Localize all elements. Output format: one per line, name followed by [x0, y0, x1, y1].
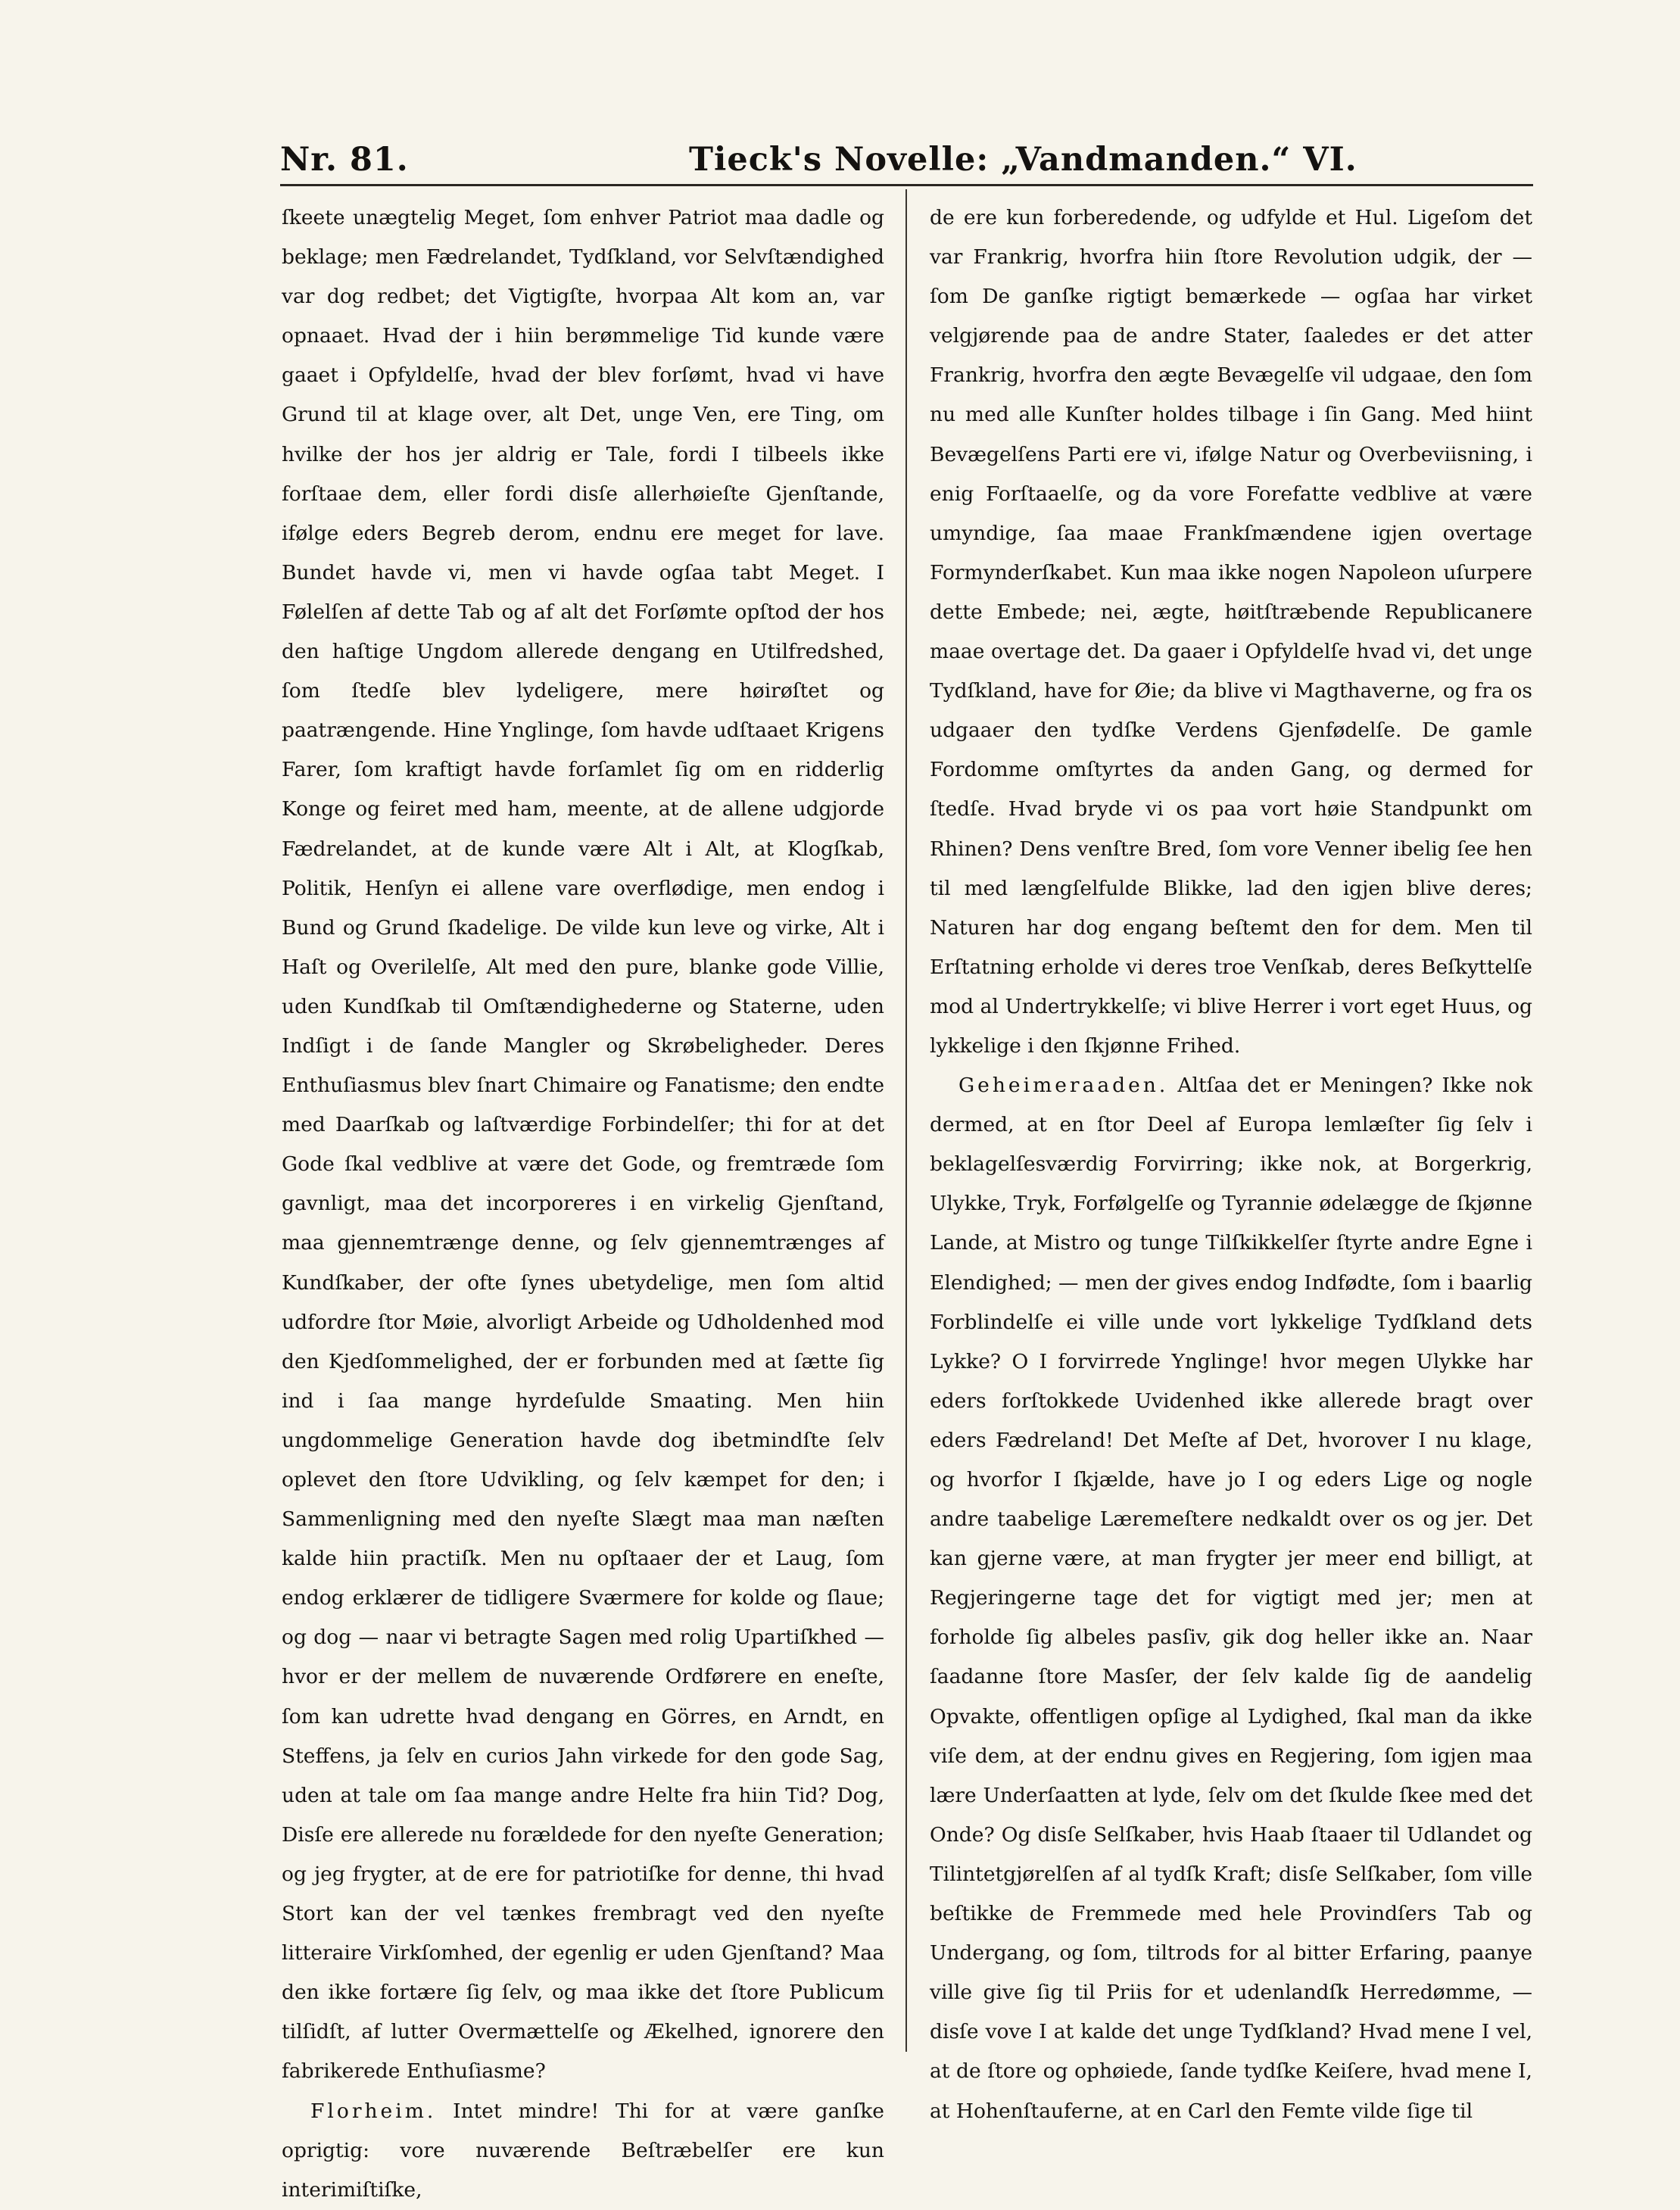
issue-number: Nr. 81. [280, 141, 409, 179]
header-rule [280, 184, 1533, 186]
right-column [930, 198, 1532, 2131]
speaker-name: Geheimeraaden. [958, 1074, 1169, 1098]
paragraph-text: ſkeete unægtelig Meget, ſom enhver Patriot maa dadle og beklage; men Fædrelandet, Tydſkland, vor Selvſtændighed var dog redbet; det Vigtigſte, hvorpaa Alt kom an, var opnaaet. Hvad der i hiin berømmelige Tid kunde være gaaet i Opfyldelſe, hvad der blev forſømt, hvad vi have Grund til at klage over, alt Det, unge Ven, ere Ting, om hvilke der hos jer aldrig er Tale, fordi I tilbeels ikke forſtaae dem, eller fordi disſe allerhøieſte Gjenſtande, ifølge eders Begreb derom, endnu ere meget for lave. Bundet havde vi, men vi havde ogſaa tabt Meget. I Følelſen af dette Tab og af alt det Forſømte opſtod der hos den haſtige Ungdom allerede dengang en Utilfredshed, ſom ſtedſe blev lydeligere, mere høirøſtet og paatrængende. Hine Ynglinge, ſom havde udſtaaet Krigens Farer, ſom kraftigt havde forſamlet ſig om en ridderlig Konge og feiret med ham, meente, at de allene udgjorde Fædrelandet, at de kunde være Alt i Alt, at Klogſkab, Politik, Henſyn ei allene vare overflødige, men endog i Bund og Grund ſkadelige. De vilde kun leve og virke, Alt i Haſt og Overilelſe, Alt med den pure, blanke gode Villie, uden Kundſkab til Omſtændighederne og Staterne, uden Indſigt i de ſande Mangler og Skrøbeligheder. Deres Enthuſiasmus blev ſnart Chimaire og Fanatisme; den endte med Daarſkab og laſtværdige Forbindelſer; thi for at det Gode ſkal vedblive at være det Gode, og fremtræde ſom gavnligt, maa det incorporeres i en virkelig Gjenſtand, maa gjennemtrænge denne, og ſelv gjennemtrænges af Kundſkaber, der ofte ſynes ubetydelige, men ſom altid udfordre ſtor Møie, alvorligt Arbeide og Udholdenhed mod den Kjedſommelighed, der er forbunden med at ſætte ſig ind i ſaa mange hyrdeſulde Smaating. Men hiin ungdommelige Generation havde dog ibetmindſte ſelv oplevet den ſtore Udvikling, og ſelv kæmpet for den; i Sammenligning med den nyeſte Slægt maa man næſten kalde hiin practiſk. Men nu opſtaaer der et Laug, ſom endog erklærer de tidligere Sværmere for kolde og ſlaue; og dog — naar vi betragte Sagen med rolig Upartiſkhed — hvor er der mellem de nuværende Ordførere en eneſte, ſom kan udrette hvad dengang en Görres, en Arndt, en Steffens, ja ſelv en curios Jahn virkede for den gode Sag, uden at tale om ſaa mange andre Helte fra hiin Tid? Dog, Disſe ere allerede nu forældede for den nyeſte Generation; og jeg frygter, at de ere for patriotiſke for denne, thi hvad Stort kan der vel tænkes frembragt ved den nyeſte litteraire Virkſomhed, der egenlig er uden Gjenſtand? Maa den ikke fortære ſig ſelv, og maa ikke det ſtore Publicum tilſidſt, af lutter Overmættelſe og Ækelhed, ignorere den fabrikerede Enthuſiasme? [282, 206, 884, 2084]
paragraph [930, 198, 1532, 1066]
speaker-name: Florheim. [310, 2099, 437, 2123]
page-header [280, 135, 1529, 188]
column-divider [905, 189, 907, 2052]
paragraph-text: Intet mindre! Thi for at være ganſke oprigtig: vore nuværende Beſtræbelſer ere kun interimiſtiſke, [282, 2099, 884, 2202]
left-column [282, 198, 884, 2210]
paragraph-text: de ere kun forberedende, og udfylde et Hul. Ligeſom det var Frankrig, hvorfra hiin ſtore Revolution udgik, der — ſom De ganſke rigtigt bemærkede — ogſaa har virket velgjørende paa de andre Stater, ſaaledes er det atter Frankrig, hvorfra den ægte Bevægelſe vil udgaae, den ſom nu med alle Kunſter holdes tilbage i ſin Gang. Med hiint Bevægelſens Parti ere vi, ifølge Natur og Overbeviisning, i enig Forſtaaelſe, og da vore Forefatte vedblive at være umyndige, ſaa maae Frankſmændene igjen overtage Formynderſkabet. Kun maa ikke nogen Napoleon uſurpere dette Embede; nei, ægte, høitſtræbende Republicanere maae overtage det. Da gaaer i Opfyldelſe hvad vi, det unge Tydſkland, have for Øie; da blive vi Magthaverne, og fra os udgaaer den tydſke Verdens Gjenfødelſe. De gamle Fordomme omſtyrtes da anden Gang, og dermed for ſtedſe. Hvad bryde vi os paa vort høie Standpunkt om Rhinen? Dens venſtre Bred, ſom vore Venner ibelig ſee hen til med længſelfulde Blikke, lad den igjen blive deres; Naturen har dog engang beſtemt den for dem. Men til Erſtatning erholde vi deres troe Venſkab, deres Beſkyttelſe mod al Undertrykkelſe; vi blive Herrer i vort eget Huus, og lykkelige i den ſkjønne Frihed. [930, 206, 1532, 1058]
paragraph [282, 2092, 884, 2210]
paragraph [282, 198, 884, 2092]
paragraph [930, 1066, 1532, 2131]
paragraph-text: Altſaa det er Meningen? Ikke nok dermed, at en ſtor Deel af Europa lemlæſter ſig ſelv i beklagelſesværdig Forvirring; ikke nok, at Borgerkrig, Ulykke, Tryk, Forfølgelſe og Tyrannie ødelægge de ſkjønne Lande, at Mistro og tunge Tilſkikkelſer ſtyrte andre Egne i Elendighed; — men der gives endog Indfødte, ſom i baarlig Forblindelſe ei ville unde vort lykkelige Tydſkland dets Lykke? O I forvirrede Ynglinge! hvor megen Ulykke har eders forſtokkede Uvidenhed ikke allerede bragt over eders Fædreland! Det Meſte af Det, hvorover I nu klage, og hvorfor I ſkjælde, have jo I og eders Lige og nogle andre taabelige Læremeſtere nedkaldt over os og jer. Det kan gjerne være, at man frygter jer meer end billigt, at Regjeringerne tage det for vigtigt med jer; men at forholde ſig albeles pasſiv, gik dog heller ikke an. Naar ſaadanne ſtore Masſer, der ſelv kalde ſig de aandelig Opvakte, offentligen opſige al Lydighed, ſkal man da ikke viſe dem, at der endnu gives en Regjering, ſom igjen maa lære Underſaatten at lyde, ſelv om det ſkulde ſkee med det Onde? Og disſe Selſkaber, hvis Haab ſtaaer til Udlandet og Tilintetgjørelſen af al tydſk Kraft; disſe Selſkaber, ſom ville beſtikke de Fremmede med hele Provindſers Tab og Undergang, og ſom, tiltrods for al bitter Erfaring, paanye ville give ſig til Priis for et udenlandſk Herredømme, — disſe vove I at kalde det unge Tydſkland? Hvad mene I vel, at de ſtore og ophøiede, ſande tydſke Keiſere, hvad mene I, at Hohenſtauferne, at en Carl den Femte vilde ſige til [930, 1074, 1532, 2123]
running-title: Tieck's Novelle: „Vandmanden.“ VI. [689, 141, 1357, 179]
